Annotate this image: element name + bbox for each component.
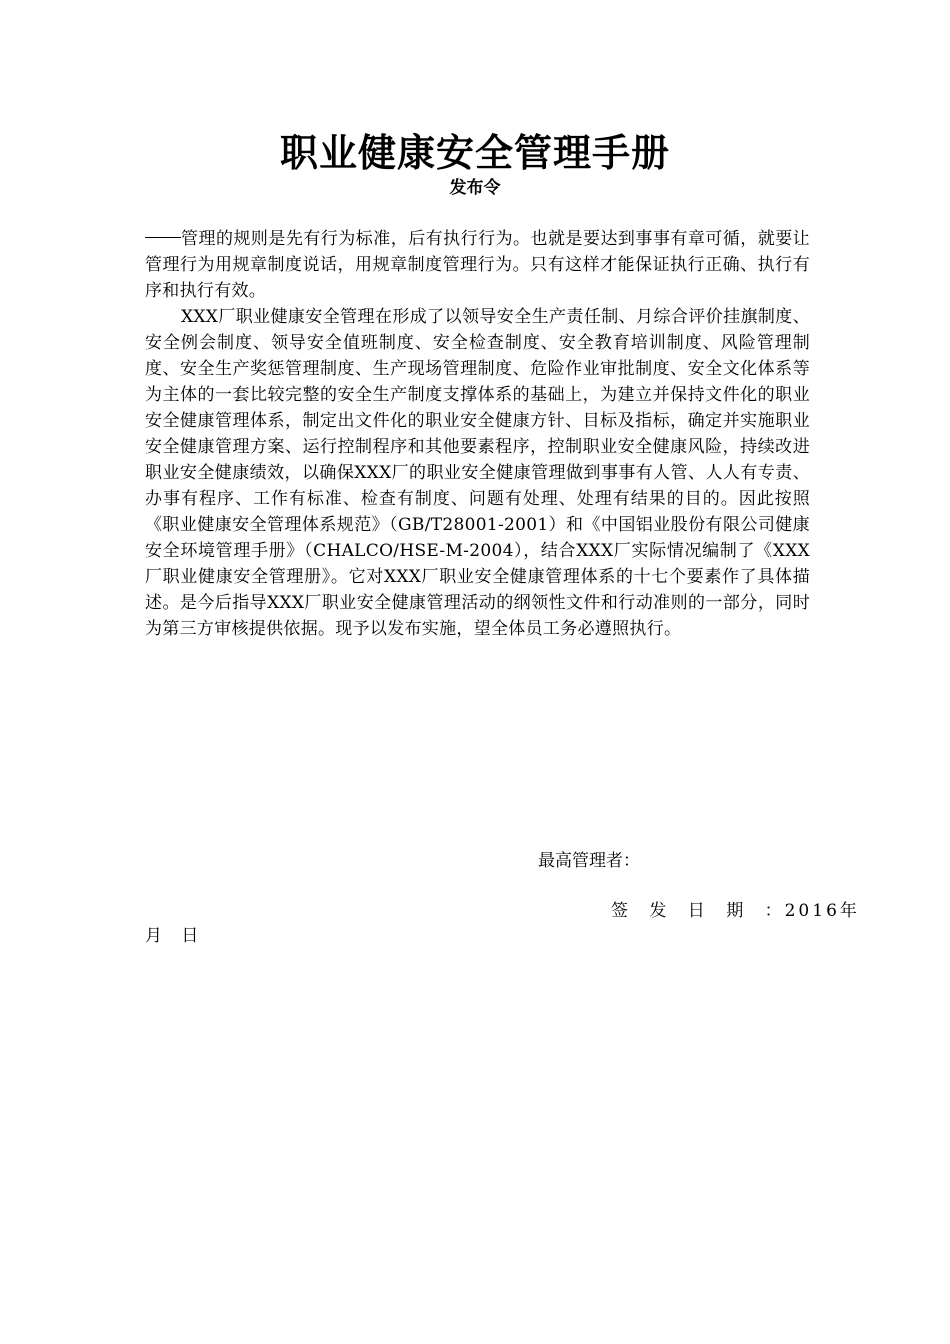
sign-date-continuation: 月 日	[145, 926, 199, 946]
sign-date-label: 签 发 日 期 ：2016年	[611, 901, 860, 921]
paragraph-2: XXX厂职业健康安全管理在形成了以领导安全生产责任制、月综合评价挂旗制度、安全例会制度、领导安全值班制度、安全检查制度、安全教育培训制度、风险管理制度、安全生产奖惩管理制度、生产现场管理制度、危险作业审批制度、安全文化体系等为主体的一套比较完整的安全生产制度支撑体系的基础上，为建立并保持文件化的职业安全健康管理体系，制定出文件化的职业安全健康方针、目标及指标，确定并实施职业安全健康管理方案、运行控制程序和其他要素程序，控制职业安全健康风险，持续改进职业安全健康绩效，以确保XXX厂的职业安全健康管理做到事事有人管、人人有专责、办事有程序、工作有标准、检查有制度、问题有处理、处理有结果的目的。因此按照《职业健康安全管理体系规范》（GB/T28001-2001）和《中国铝业股份有限公司健康安全环境管理手册》（CHALCO/HSE-M-2004），结合XXX厂实际情况编制了《XXX厂职业健康安全管理册》。它对XXX厂职业安全健康管理体系的十七个要素作了具体描述。是今后指导XXX厂职业安全健康管理活动的纲领性文件和行动准则的一部分，同时为第三方审核提供依据。现予以发布实施，望全体员工务必遵照执行。	[145, 307, 810, 639]
document-title: 职业健康安全管理手册	[279, 131, 670, 175]
paragraph-1: 管理的规则是先有行为标准，后有执行行为。也就是要达到事事有章可循，就要让管理行为用规章制度说话，用规章制度管理行为。只有这样才能保证执行正确、执行有序和执行有效。	[145, 229, 810, 301]
document-body	[145, 226, 810, 642]
document-subtitle: 发布令	[449, 178, 501, 198]
signer-label: 最高管理者：	[538, 851, 640, 871]
